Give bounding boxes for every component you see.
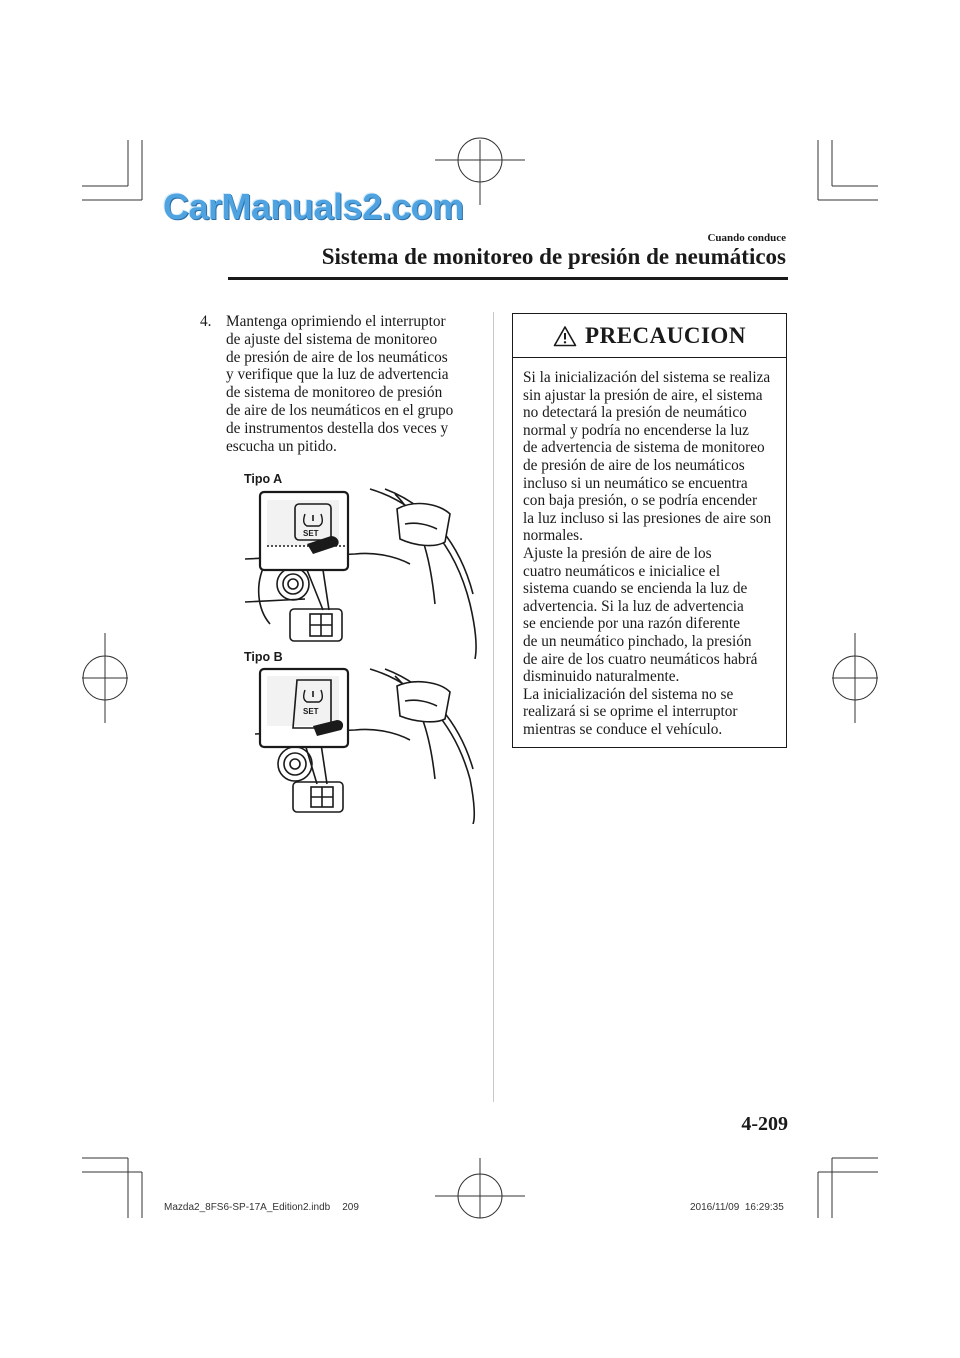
- step-line: escucha un pitido.: [226, 437, 337, 455]
- site-watermark[interactable]: CarManuals2.com: [163, 186, 464, 227]
- set-button-label-b: SET: [303, 707, 319, 716]
- caution-line: no detectará la presión de neumático: [523, 404, 747, 422]
- page-title: Sistema de monitoreo de presión de neumáticos: [321, 244, 786, 269]
- caution-line: sin ajustar la presión de aire, el sistema: [523, 386, 763, 404]
- step-text: [200, 313, 480, 455]
- figure-label-type-b: Tipo B: [244, 650, 283, 664]
- column-divider: [493, 312, 494, 1102]
- caution-line: advertencia. Si la luz de advertencia: [523, 597, 744, 615]
- caution-line: sistema cuando se encienda la luz de: [523, 580, 748, 598]
- caution-line: incluso si un neumático se encuentra: [523, 474, 748, 492]
- caution-title: PRECAUCION: [585, 322, 746, 348]
- set-button-label-a: SET: [303, 529, 319, 538]
- step-line: de presión de aire de los neumáticos: [226, 348, 448, 366]
- caution-line: Ajuste la presión de aire de los: [523, 544, 712, 562]
- step-line: de sistema de monitoreo de presión: [226, 384, 443, 402]
- step-number: 4.: [200, 313, 212, 330]
- caution-header: [513, 314, 786, 358]
- warning-triangle-icon: [553, 325, 577, 347]
- caution-line: de advertencia de sistema de monitoreo: [523, 439, 765, 457]
- figure-type-b-illustration: [255, 664, 485, 824]
- caution-line: mientras se conduce el vehículo.: [523, 720, 723, 738]
- caution-line: de presión de aire de los neumáticos: [523, 456, 745, 474]
- footer-date: 2016/11/09: [690, 1202, 740, 1213]
- page-number: 4-209: [741, 1113, 788, 1135]
- step-line: de aire de los neumáticos en el grupo: [226, 401, 454, 419]
- caution-line: realizará si se oprime el interruptor: [523, 703, 738, 721]
- step-line: de instrumentos destella dos veces y: [226, 419, 449, 437]
- figure-type-a-illustration: [245, 484, 485, 659]
- caution-line: la luz incluso si las presiones de aire son: [523, 509, 772, 527]
- print-footer-timestamp: [690, 1202, 784, 1213]
- caution-line: con baja presión, o se podría encender: [523, 492, 758, 510]
- step-line: Mantenga oprimiendo el interruptor: [226, 313, 446, 330]
- print-footer-file: [164, 1202, 371, 1213]
- section-label: Cuando conduce: [707, 232, 786, 244]
- caution-box: [512, 313, 787, 748]
- step-line: y verifique que la luz de advertencia: [226, 366, 449, 384]
- caution-line: cuatro neumáticos e inicialice el: [523, 562, 721, 580]
- caution-line: de un neumático pinchado, la presión: [523, 632, 752, 650]
- caution-line: disminuido naturalmente.: [523, 668, 680, 686]
- caution-line: normal y podría no encenderse la luz: [523, 421, 749, 439]
- caution-line: normales.: [523, 527, 583, 545]
- caution-text: [513, 358, 786, 738]
- caution-line: de aire de los cuatro neumáticos habrá: [523, 650, 758, 668]
- footer-file-page: 209: [342, 1202, 359, 1213]
- caution-line: La inicialización del sistema no se: [523, 685, 734, 703]
- footer-time: 16:29:35: [744, 1202, 784, 1213]
- header-rule: [228, 277, 788, 280]
- footer-file-name: Mazda2_8FS6-SP-17A_Edition2.indb: [164, 1202, 331, 1213]
- caution-line: Si la inicialización del sistema se realiza: [523, 369, 771, 386]
- figure-label-type-a: Tipo A: [244, 472, 283, 486]
- step-line: de ajuste del sistema de monitoreo: [226, 330, 438, 348]
- step-4: [200, 313, 480, 455]
- caution-line: se enciende por una razón diferente: [523, 615, 741, 633]
